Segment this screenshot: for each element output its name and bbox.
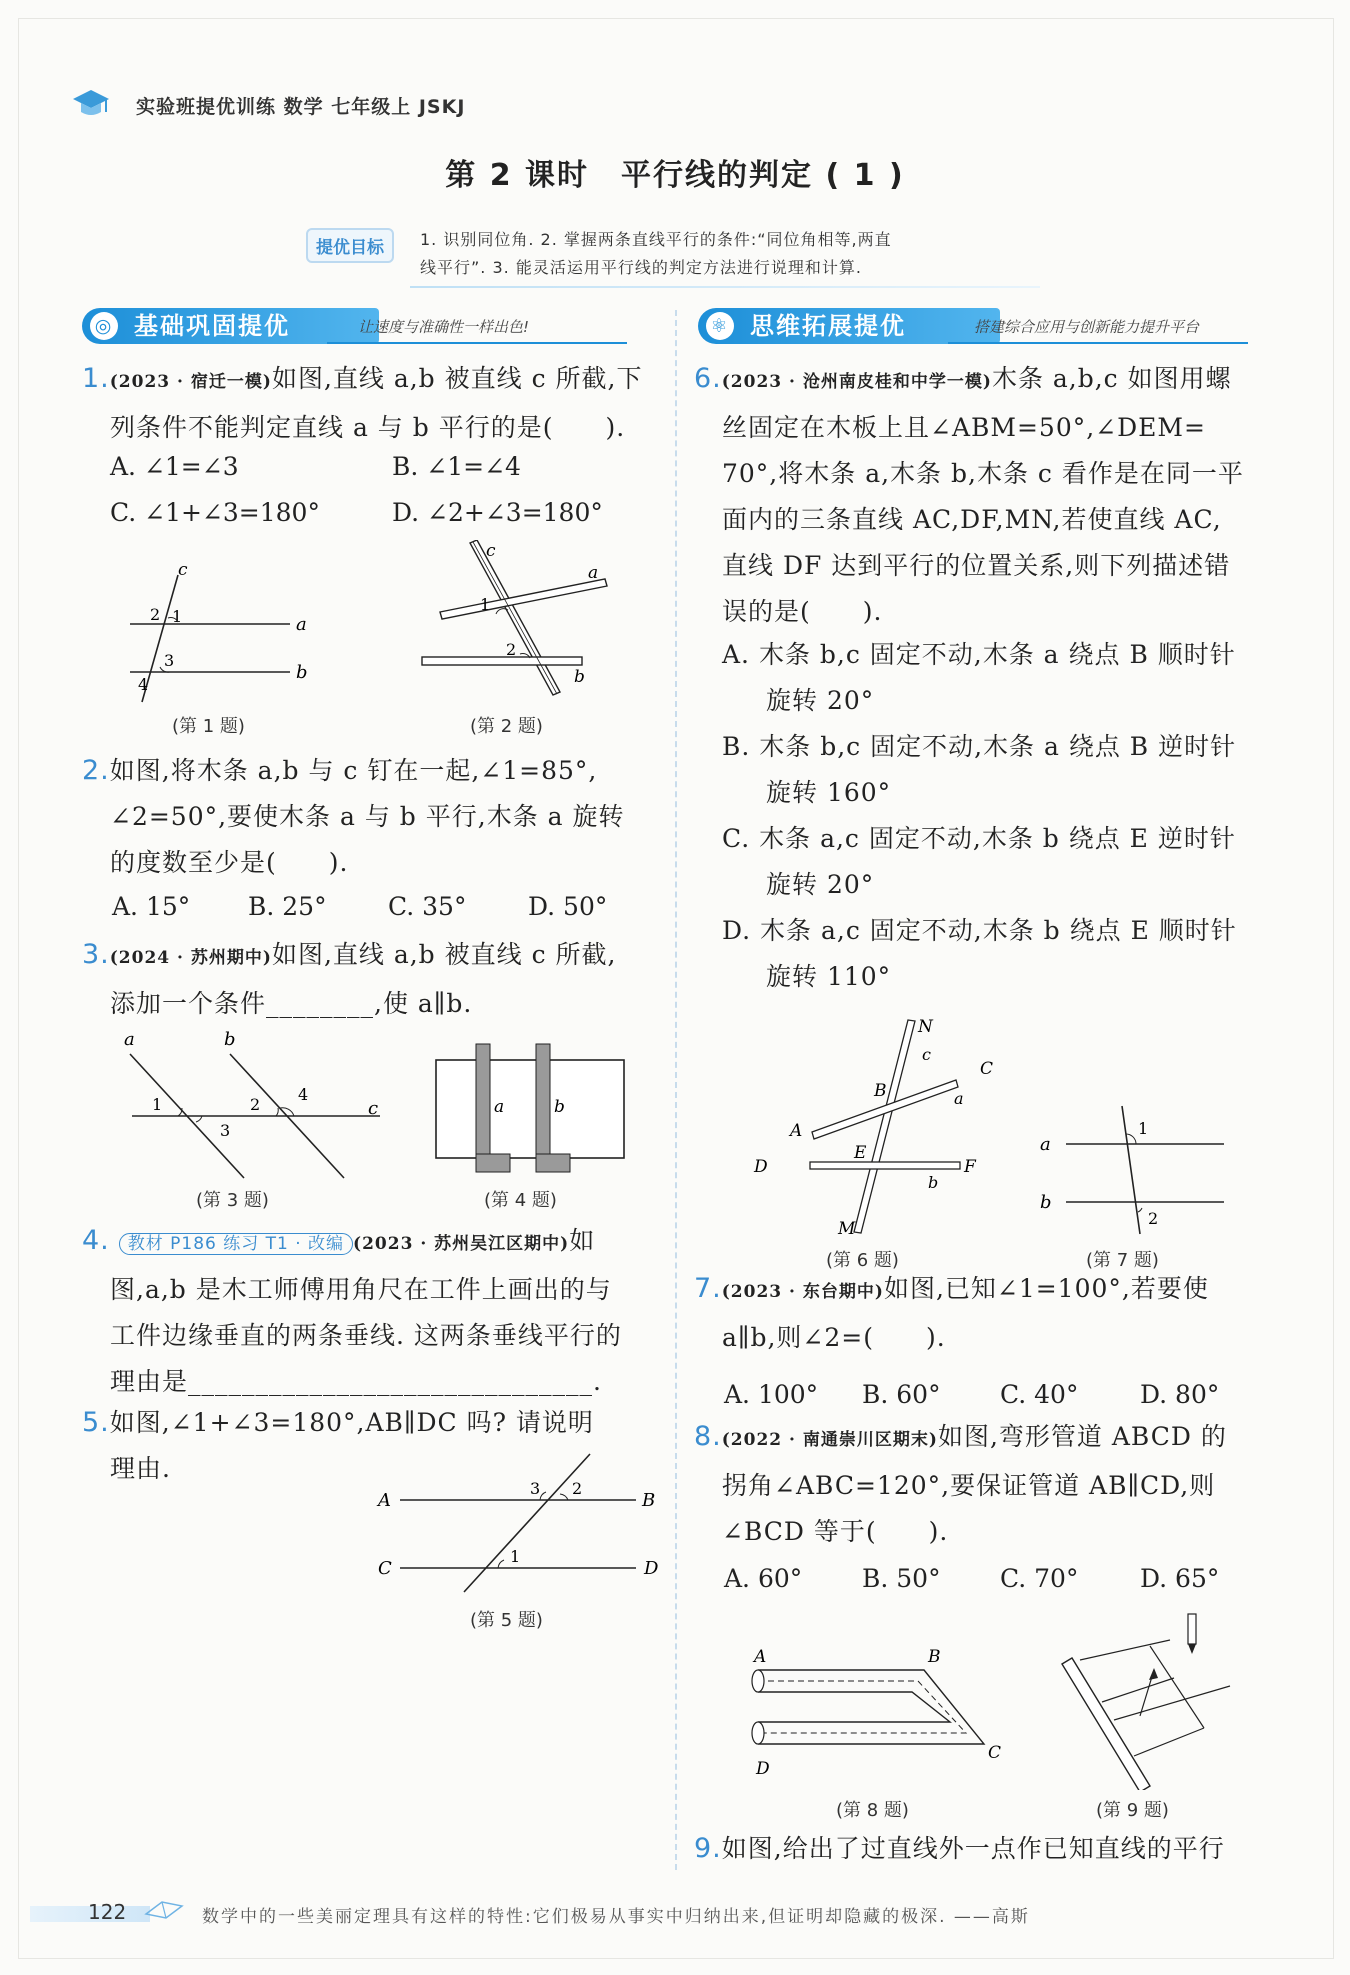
svg-text:a: a bbox=[296, 614, 307, 635]
svg-text:3: 3 bbox=[164, 651, 175, 670]
q6-line-4: 面内的三条直线 AC,DF,MN,若使直线 AC, bbox=[722, 505, 1222, 534]
figure-1 bbox=[120, 560, 320, 705]
right-banner-title-box bbox=[698, 308, 1000, 344]
svg-text:b: b bbox=[554, 1097, 565, 1117]
q4-line-4: 理由是______________________________. bbox=[110, 1367, 602, 1396]
q6-option-d-line-2: 旋转 110° bbox=[766, 962, 892, 991]
q6-option-c-line-1: C. 木条 a,c 固定不动,木条 b 绕点 E 逆时针 bbox=[722, 824, 1236, 853]
svg-text:c: c bbox=[922, 1045, 931, 1064]
q4-line-2: 图,a,b 是木工师傅用角尺在工件上画出的与 bbox=[110, 1275, 612, 1304]
q4-number: 4. bbox=[82, 1225, 110, 1256]
figure-5 bbox=[372, 1450, 672, 1600]
q1-option-c: C. ∠1+∠3=180° bbox=[110, 498, 320, 527]
goal-divider bbox=[410, 286, 1040, 288]
q7-source: (2023 · 东台期中) bbox=[721, 1282, 884, 1302]
svg-text:C: C bbox=[980, 1059, 994, 1079]
figure-3 bbox=[112, 1030, 392, 1180]
q4-tail: 如 bbox=[569, 1226, 596, 1255]
figure-1-caption: (第 1 题) bbox=[172, 716, 245, 737]
q1-option-b: B. ∠1=∠4 bbox=[392, 452, 521, 481]
q2-number: 2. bbox=[82, 755, 110, 786]
svg-text:2: 2 bbox=[506, 640, 517, 659]
svg-text:2: 2 bbox=[150, 605, 161, 624]
svg-text:a: a bbox=[124, 1030, 135, 1050]
figure-7-caption: (第 7 题) bbox=[1086, 1250, 1159, 1271]
goal-line-1: 1. 识别同位角. 2. 掌握两条直线平行的条件:“同位角相等,两直 bbox=[420, 230, 892, 249]
svg-text:b: b bbox=[296, 662, 308, 683]
question-8 bbox=[694, 1414, 1284, 1555]
q6-options bbox=[722, 632, 1292, 1000]
figure-2-caption: (第 2 题) bbox=[470, 716, 543, 737]
q8-line-1: 如图,弯形管道 ABCD 的 bbox=[937, 1422, 1227, 1451]
q6-option-d-line-1: D. 木条 a,c 固定不动,木条 b 绕点 E 顺时针 bbox=[722, 916, 1237, 945]
figure-8-caption: (第 8 题) bbox=[836, 1800, 909, 1821]
q8-line-2: 拐角∠ABC=120°,要保证管道 AB∥CD,则 bbox=[722, 1471, 1216, 1500]
q6-line-5: 直线 DF 达到平行的位置关系,则下列描述错 bbox=[722, 551, 1231, 580]
svg-text:2: 2 bbox=[1148, 1209, 1159, 1228]
q7-option-b: B. 60° bbox=[862, 1380, 941, 1409]
q6-source: (2023 · 沧州南皮桂和中学一模) bbox=[721, 372, 992, 392]
q6-option-a-line-1: A. 木条 b,c 固定不动,木条 a 绕点 B 顺时针 bbox=[722, 640, 1236, 669]
q7-number: 7. bbox=[694, 1273, 722, 1304]
q7-option-c: C. 40° bbox=[1000, 1380, 1079, 1409]
question-2 bbox=[82, 748, 667, 886]
svg-text:N: N bbox=[918, 1017, 933, 1037]
q7-option-d: D. 80° bbox=[1140, 1380, 1220, 1409]
svg-text:2: 2 bbox=[572, 1479, 583, 1498]
svg-text:D: D bbox=[644, 1558, 659, 1579]
svg-text:3: 3 bbox=[530, 1479, 541, 1498]
question-4 bbox=[82, 1218, 667, 1405]
svg-text:M: M bbox=[838, 1219, 856, 1239]
q6-number: 6. bbox=[694, 363, 722, 394]
q4-textbook-tag: 教材 P186 练习 T1 · 改编 bbox=[119, 1233, 353, 1255]
question-1 bbox=[82, 356, 667, 451]
svg-text:B: B bbox=[642, 1490, 656, 1511]
svg-text:D: D bbox=[756, 1759, 770, 1779]
right-section-banner bbox=[698, 308, 1258, 344]
q3-line-1: 如图,直线 a,b 被直线 c 所截, bbox=[271, 940, 617, 969]
figure-4 bbox=[430, 1040, 630, 1175]
right-banner-title: 思维拓展提优 bbox=[750, 312, 906, 340]
q5-line-1: 如图,∠1+∠3=180°,AB∥DC 吗? 请说明 bbox=[109, 1408, 594, 1437]
q3-line-2: 添加一个条件________,使 a∥b. bbox=[110, 989, 473, 1018]
svg-text:F: F bbox=[964, 1157, 976, 1177]
figure-9-caption: (第 9 题) bbox=[1096, 1800, 1169, 1821]
q6-line-1: 木条 a,b,c 如图用螺 bbox=[991, 364, 1232, 393]
q3-number: 3. bbox=[82, 939, 110, 970]
q1-source: (2023 · 宿迁一模) bbox=[109, 372, 272, 392]
svg-text:b: b bbox=[928, 1173, 939, 1192]
figure-5-caption: (第 5 题) bbox=[470, 1610, 543, 1631]
svg-text:b: b bbox=[224, 1030, 236, 1050]
svg-text:1: 1 bbox=[510, 1547, 521, 1566]
svg-text:C: C bbox=[988, 1743, 1002, 1763]
goal-line-2: 线平行”. 3. 能灵活运用平行线的判定方法进行说理和计算. bbox=[420, 258, 862, 277]
q7-option-a: A. 100° bbox=[724, 1380, 819, 1409]
q9-line-1: 如图,给出了过直线外一点作已知直线的平行 bbox=[721, 1834, 1225, 1863]
q5-line-2: 理由. bbox=[110, 1454, 171, 1483]
svg-text:a: a bbox=[494, 1097, 505, 1117]
footer-quote: 数学中的一些美丽定理具有这样的特性:它们极易从事实中归纳出来,但证明却隐藏的极深. ——高斯 bbox=[202, 1907, 1030, 1927]
figure-6 bbox=[750, 1012, 1000, 1242]
q1-option-a: A. ∠1=∠3 bbox=[110, 452, 239, 481]
figure-3-caption: (第 3 题) bbox=[196, 1190, 269, 1211]
q2-option-d: D. 50° bbox=[528, 892, 608, 921]
figure-7 bbox=[1036, 1100, 1236, 1240]
q8-number: 8. bbox=[694, 1421, 722, 1452]
svg-text:a: a bbox=[954, 1089, 964, 1108]
graduation-cap-icon bbox=[72, 88, 110, 120]
right-banner-subtitle: 搭建综合应用与创新能力提升平台 bbox=[974, 318, 1200, 336]
svg-text:2: 2 bbox=[250, 1095, 261, 1114]
q6-line-6: 误的是( ). bbox=[722, 597, 883, 626]
left-banner-underline bbox=[327, 342, 627, 344]
q2-line-1: 如图,将木条 a,b 与 c 钉在一起,∠1=85°, bbox=[109, 756, 598, 785]
figure-2 bbox=[410, 540, 610, 705]
q6-option-c-line-2: 旋转 20° bbox=[766, 870, 875, 899]
svg-text:1: 1 bbox=[480, 595, 491, 614]
q1-line-1: 如图,直线 a,b 被直线 c 所截,下 bbox=[271, 364, 643, 393]
left-banner-title-box bbox=[82, 308, 379, 344]
q8-option-d: D. 65° bbox=[1140, 1564, 1220, 1593]
svg-text:1: 1 bbox=[1138, 1119, 1149, 1138]
q6-option-b-line-2: 旋转 160° bbox=[766, 778, 892, 807]
svg-text:a: a bbox=[1040, 1134, 1051, 1155]
q2-option-b: B. 25° bbox=[248, 892, 327, 921]
q6-option-a-line-2: 旋转 20° bbox=[766, 686, 875, 715]
svg-text:c: c bbox=[368, 1098, 379, 1119]
q6-line-2: 丝固定在木板上且∠ABM=50°,∠DEM= bbox=[722, 413, 1206, 442]
left-banner-title: 基础巩固提优 bbox=[134, 312, 290, 340]
svg-text:A: A bbox=[790, 1121, 803, 1141]
q5-number: 5. bbox=[82, 1407, 110, 1438]
svg-text:c: c bbox=[486, 541, 496, 561]
question-9 bbox=[694, 1826, 1284, 1872]
svg-text:A: A bbox=[754, 1647, 767, 1667]
q6-option-b-line-1: B. 木条 b,c 固定不动,木条 a 绕点 B 逆时针 bbox=[722, 732, 1237, 761]
q2-option-a: A. 15° bbox=[112, 892, 191, 921]
question-3 bbox=[82, 932, 667, 1027]
svg-text:1: 1 bbox=[172, 607, 183, 626]
svg-text:4: 4 bbox=[138, 675, 149, 694]
svg-text:1: 1 bbox=[152, 1095, 163, 1114]
book-title: 实验班提优训练 数学 七年级上 JSKJ bbox=[136, 96, 466, 118]
q2-line-2: ∠2=50°,要使木条 a 与 b 平行,木条 a 旋转 bbox=[110, 802, 625, 831]
q7-line-2: a∥b,则∠2=( ). bbox=[722, 1323, 946, 1352]
question-7 bbox=[694, 1266, 1284, 1361]
svg-text:a: a bbox=[588, 563, 599, 583]
svg-text:D: D bbox=[754, 1157, 768, 1177]
svg-text:E: E bbox=[854, 1143, 867, 1163]
q3-source: (2024 · 苏州期中) bbox=[109, 948, 272, 968]
figure-6-caption: (第 6 题) bbox=[826, 1250, 899, 1271]
figure-8 bbox=[744, 1640, 1014, 1790]
svg-text:b: b bbox=[1040, 1192, 1052, 1213]
atom-icon: ⚛ bbox=[706, 312, 734, 340]
q8-source: (2022 · 南通崇川区期末) bbox=[721, 1430, 938, 1450]
q2-option-c: C. 35° bbox=[388, 892, 467, 921]
page-number: 122 bbox=[88, 1900, 127, 1924]
footer bbox=[30, 1880, 1330, 1930]
svg-text:b: b bbox=[574, 667, 585, 687]
q7-line-1: 如图,已知∠1=100°,若要使 bbox=[883, 1274, 1209, 1303]
target-icon: ◎ bbox=[90, 312, 118, 340]
svg-text:B: B bbox=[874, 1081, 887, 1101]
q1-line-2: 列条件不能判定直线 a 与 b 平行的是( ). bbox=[110, 413, 626, 442]
q8-option-a: A. 60° bbox=[724, 1564, 803, 1593]
figure-9 bbox=[1054, 1610, 1234, 1790]
q2-line-3: 的度数至少是( ). bbox=[110, 848, 349, 877]
q6-line-3: 70°,将木条 a,木条 b,木条 c 看作是在同一平 bbox=[722, 459, 1244, 488]
svg-text:A: A bbox=[378, 1490, 391, 1511]
svg-text:3: 3 bbox=[220, 1121, 231, 1140]
q8-line-3: ∠BCD 等于( ). bbox=[722, 1517, 949, 1546]
q8-option-c: C. 70° bbox=[1000, 1564, 1079, 1593]
column-divider bbox=[675, 310, 677, 1870]
book-wing-icon bbox=[142, 1892, 186, 1922]
q4-line-3: 工件边缘垂直的两条垂线. 这两条垂线平行的 bbox=[110, 1321, 622, 1350]
page-title: 第 2 课时 平行线的判定 ( 1 ) bbox=[445, 158, 905, 193]
svg-text:4: 4 bbox=[298, 1085, 309, 1104]
q1-option-d: D. ∠2+∠3=180° bbox=[392, 498, 603, 527]
q1-number: 1. bbox=[82, 363, 110, 394]
svg-text:C: C bbox=[378, 1558, 392, 1579]
q4-source: (2023 · 苏州吴江区期中) bbox=[353, 1234, 570, 1254]
left-section-banner bbox=[82, 308, 627, 344]
goal-label: 提优目标 bbox=[306, 228, 394, 263]
svg-text:c: c bbox=[178, 560, 188, 580]
question-6 bbox=[694, 356, 1284, 635]
figure-4-caption: (第 4 题) bbox=[484, 1190, 557, 1211]
q9-number: 9. bbox=[694, 1833, 722, 1864]
right-banner-underline bbox=[948, 342, 1248, 344]
svg-text:B: B bbox=[928, 1647, 941, 1667]
left-banner-subtitle: 让速度与准确性一样出色! bbox=[358, 318, 530, 336]
q8-option-b: B. 50° bbox=[862, 1564, 941, 1593]
